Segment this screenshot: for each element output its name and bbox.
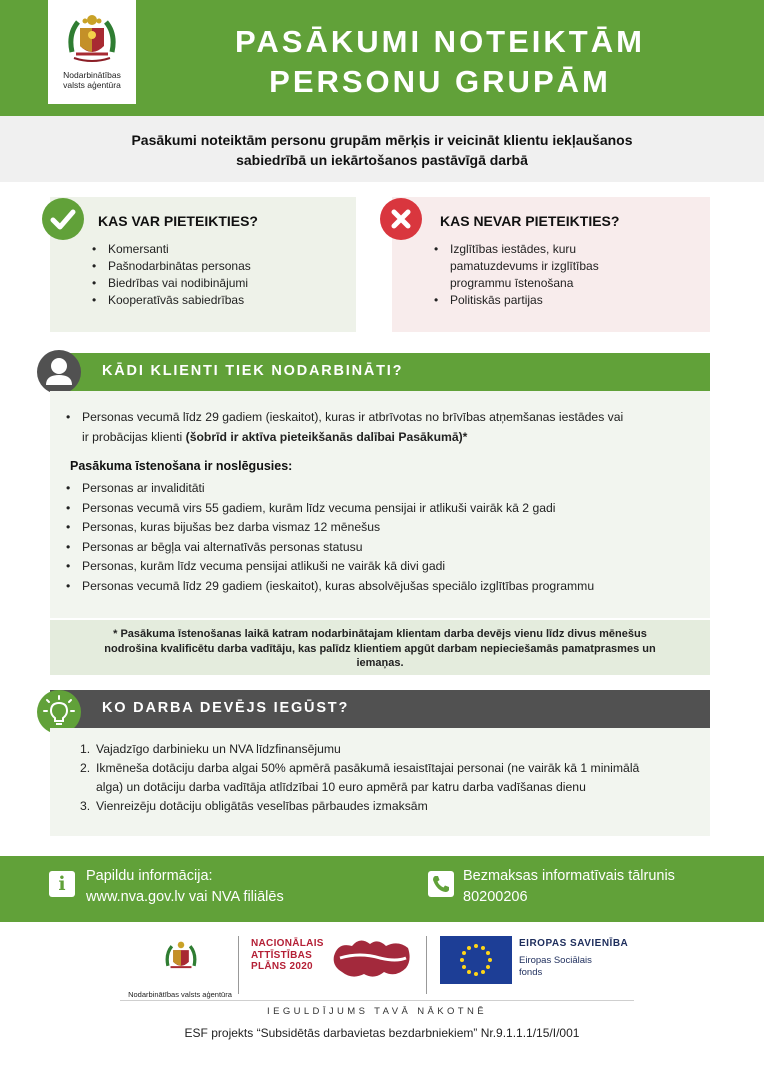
esf-name: [519, 955, 628, 978]
nva-logo: [48, 0, 136, 104]
nap-line: ATTĪSTĪBAS: [251, 949, 313, 961]
eu-title: EIROPAS SAVIENĪBA: [519, 938, 629, 949]
list-item: • Personas vecumā virs 55 gadiem, kurām līdz vecuma pensijai ir atlikuši vairāk kā 2 gadi: [50, 499, 700, 519]
nva-logo-text: Nodarbinātības valsts aģentūra: [128, 990, 232, 999]
clients-section-header: [50, 353, 710, 391]
check-icon: [42, 198, 84, 240]
footnote-line: nodrošina kvalificētu darba vadītāju, kas palīdz klientiem apgūt darbam nepieciešamās pamatprasmes un: [104, 642, 656, 655]
list-item: • Kooperatīvās sabiedrības: [90, 292, 344, 309]
list-item: [50, 740, 700, 759]
clients-panel: [50, 391, 710, 618]
nva-logo-small: [128, 936, 232, 1000]
esf-line: Eiropas Sociālais: [519, 955, 592, 966]
who-cannot-apply-card: [392, 197, 710, 332]
list-number: 3.: [80, 799, 91, 813]
list-item: [50, 759, 700, 797]
phone-number[interactable]: 80200206: [463, 889, 528, 905]
list-item-line: alga) un dotāciju darba vadītāja atlīdzībai 10 euro apmērā par katru darba vadīšanas dienu: [96, 780, 586, 794]
intro-band: [0, 116, 764, 182]
latvia-map-icon: [330, 934, 414, 982]
nap-line: NACIONĀLAIS: [251, 938, 324, 949]
list-number: 1.: [80, 742, 91, 756]
intro-line-2: sabiedrībā un iekārtošanos pastāvīgā darbā: [236, 152, 528, 168]
phone-label: Bezmaksas informatīvais tālrunis: [463, 868, 675, 884]
sponsor-logos: [0, 922, 764, 1080]
list-item: [50, 797, 700, 816]
completed-subheading: Pasākuma īstenošana ir noslēgusies:: [70, 459, 293, 473]
page-title-line-1: PASĀKUMI NOTEIKTĀM: [235, 24, 645, 59]
who-can-apply-card: [50, 197, 356, 332]
intro-line-1: Pasākumi noteiktām personu grupām mērķis ir veicināt klientu iekļaušanos: [131, 132, 633, 148]
list-item: • Personas, kurām līdz vecuma pensijai atlikuši ne vairāk kā divi gadi: [50, 557, 700, 577]
eu-flag-icon: [440, 936, 512, 984]
info-text: [86, 866, 284, 908]
info-label: Papildu informācija:: [86, 868, 213, 884]
divider: [426, 936, 427, 994]
list-item: • Personas vecumā līdz 29 gadiem (ieskaitot), kuras absolvējušas speciālo izglītības programmu: [50, 577, 700, 597]
nva-logo-text: Nodarbinātības valsts aģentūra: [63, 70, 121, 90]
page-title-line-2: PERSONU GRUPĀM: [269, 64, 611, 99]
header-banner: [0, 0, 764, 116]
esf-project-caption: ESF projekts “Subsidētās darbavietas bezdarbniekiem” Nr.9.1.1.1/15/I/001: [184, 1026, 580, 1040]
who-can-apply-title: KAS VAR PIETEIKTIES?: [98, 213, 258, 229]
page-title: [170, 22, 710, 102]
info-link[interactable]: www.nva.gov.lv vai NVA filiālēs: [86, 889, 284, 905]
list-item: • Personas, kuras bijušas bez darba vismaz 12 mēnešus: [50, 518, 700, 538]
footnote-line: * Pasākuma īstenošanas laikā katram nodarbinātajam klientam darba devējs vienu līdz divus mēnešus: [113, 628, 647, 640]
list-item-line: Vajadzīgo darbinieku un NVA līdzfinansējumu: [96, 742, 341, 756]
list-item-line: Vienreizēju dotāciju obligātās veselības pārbaudes izmaksām: [96, 799, 428, 813]
divider: [120, 1000, 634, 1001]
phone-text: [463, 866, 675, 908]
coat-of-arms-icon: [66, 12, 118, 68]
benefits-panel: [50, 728, 710, 836]
contact-footer: [0, 856, 764, 922]
clients-section-title: KĀDI KLIENTI TIEK NODARBINĀTI?: [102, 363, 404, 379]
who-cannot-apply-list: [432, 241, 698, 309]
info-icon: i: [49, 871, 75, 897]
list-item: [432, 241, 698, 292]
list-number: 2.: [80, 761, 91, 775]
coat-of-arms-icon: [164, 936, 198, 980]
active-application-note: (šobrīd ir aktīva pieteikšanās dalībai Pasākumā)*: [185, 429, 468, 444]
benefits-section-title: KO DARBA DEVĒJS IEGŪST?: [102, 700, 350, 716]
investment-slogan: IEGULDĪJUMS TAVĀ NĀKOTNĒ: [267, 1006, 487, 1017]
list-item: • Personas ar invaliditāti: [50, 479, 700, 499]
list-item: • Komersanti: [90, 241, 344, 258]
nap-line: PLĀNS 2020: [251, 961, 313, 972]
who-cannot-apply-title: KAS NEVAR PIETEIKTIES?: [440, 213, 620, 229]
who-can-apply-list: [90, 241, 344, 309]
list-item-line: Ikmēneša dotāciju darba algai 50% apmērā pasākumā iesaistītajai personai (ne vairāk kā 1 minimālā: [96, 761, 640, 775]
nap-logo-text: [251, 938, 324, 973]
benefits-section-header: [50, 690, 710, 728]
phone-icon: [428, 871, 454, 897]
user-icon: [37, 350, 81, 394]
divider: [238, 936, 239, 994]
list-item-line: Personas vecumā līdz 29 gadiem (ieskaitot), kuras ir atbrīvotas no brīvības atņemšanas iestādes vai: [82, 410, 624, 424]
list-item-line: programmu īstenošana: [450, 276, 574, 290]
clients-active-list: [50, 408, 700, 447]
benefits-list: [50, 740, 700, 816]
list-item: • Politiskās partijas: [432, 292, 698, 309]
list-item: [50, 408, 700, 447]
footnote-line: iemaņas.: [356, 657, 404, 669]
footnote-panel: [50, 620, 710, 675]
list-item-line: Izglītības iestādes, kuru: [450, 242, 577, 256]
list-item: • Personas ar bēgļa vai alternatīvās personas statusu: [50, 538, 700, 558]
list-item: • Biedrības vai nodibinājumi: [90, 275, 344, 292]
list-item-line: pamatuzdevums ir izglītības: [450, 259, 599, 273]
footnote-text: [70, 627, 690, 671]
intro-text: [50, 130, 714, 170]
clients-completed-list: [50, 479, 700, 596]
list-item-line: ir probācijas klienti: [82, 429, 186, 444]
list-item: • Pašnodarbinātas personas: [90, 258, 344, 275]
esf-line: fonds: [519, 966, 543, 978]
cross-icon: [380, 198, 422, 240]
eu-logo-text: [519, 938, 628, 978]
